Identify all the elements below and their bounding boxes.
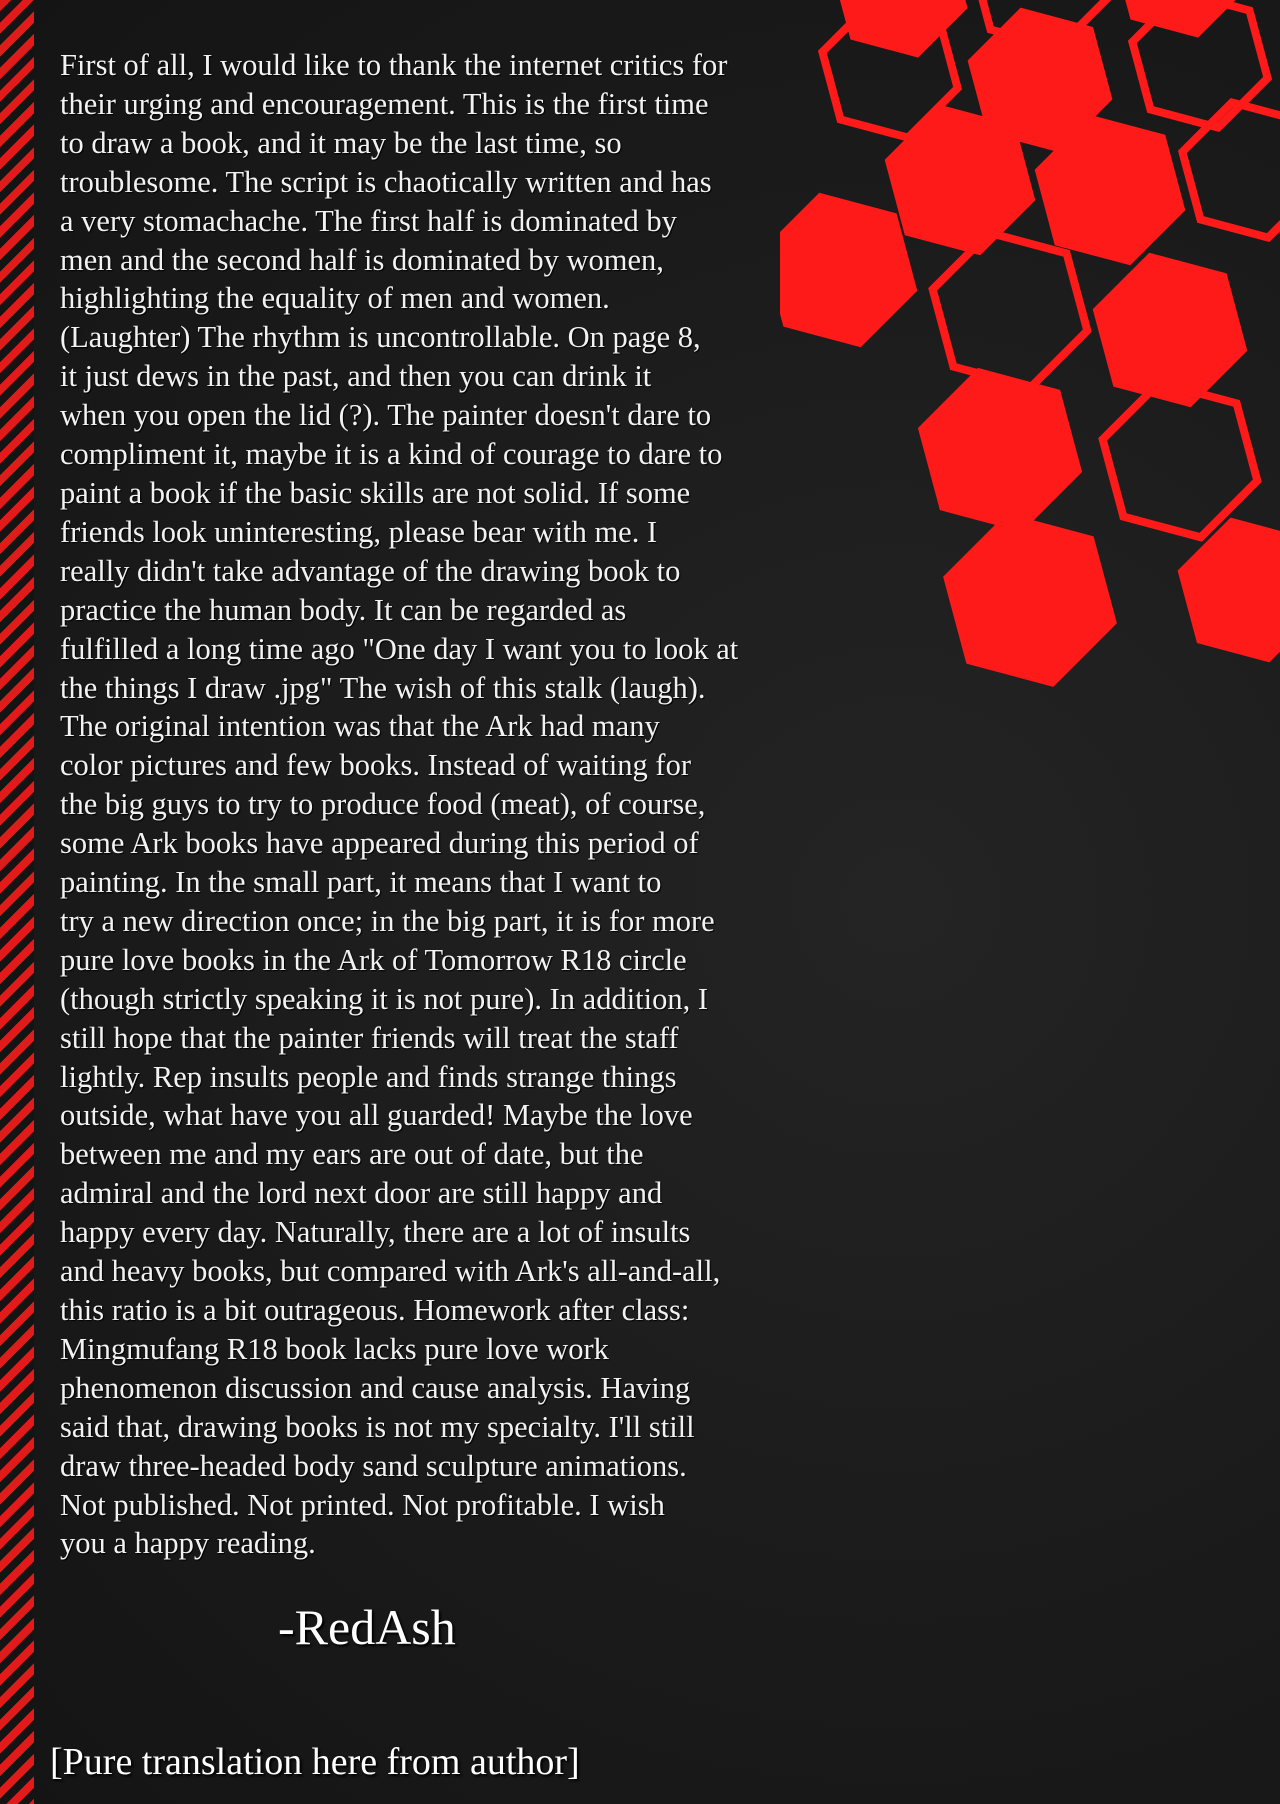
hexagon-outline [1103,383,1258,538]
afterword-line: lightly. Rep insults people and finds strange things [60,1059,677,1094]
afterword-line: the big guys to try to produce food (meat), of course, [60,787,706,822]
afterword-line: you a happy reading. [60,1526,316,1561]
afterword-line: still hope that the painter friends will treat the staff [60,1020,679,1055]
hexagon-filled [943,513,1117,687]
author-signature: -RedAsh [278,1599,456,1655]
afterword-line: paint a book if the basic skills are not solid. If some [60,475,691,510]
afterword-line: (Laughter) The rhythm is uncontrollable. On page 8, [60,320,701,355]
afterword-line: pure love books in the Ark of Tomorrow R18 circle [60,942,687,977]
afterword-line: phenomenon discussion and cause analysis. Having [60,1370,691,1405]
afterword-text [60,46,820,1563]
afterword-line: Mingmufang R18 book lacks pure love work [60,1331,609,1366]
afterword-line: really didn't take advantage of the drawing book to [60,553,681,588]
afterword-line: said that, drawing books is not my specialty. I'll still [60,1409,695,1444]
hexagon-filled [885,105,1036,256]
afterword-line: practice the human body. It can be regarded as [60,592,627,627]
afterword-line: and heavy books, but compared with Ark's all-and-all, [60,1254,721,1289]
afterword-line: color pictures and few books. Instead of waiting for [60,748,691,783]
afterword-line: it just dews in the past, and then you can drink it [60,359,652,394]
afterword-line: men and the second half is dominated by women, [60,242,664,277]
hexagon-outline [933,233,1088,388]
afterword-line: troublesome. The script is chaotically written and has [60,164,712,199]
afterword-line: to draw a book, and it may be the last time, so [60,125,622,160]
afterword-line: highlighting the equality of men and women. [60,281,610,316]
afterword-line: some Ark books have appeared during this period of [60,826,699,861]
translation-note: [Pure translation here from author] [50,1741,580,1783]
afterword-line: a very stomachache. The first half is dominated by [60,203,677,238]
afterword-line: fulfilled a long time ago "One day I want you to look at [60,631,739,666]
left-hazard-stripe [0,0,34,1804]
afterword-line: admiral and the lord next door are still happy and [60,1176,663,1211]
afterword-line: try a new direction once; in the big part, it is for more [60,903,715,938]
afterword-line: happy every day. Naturally, there are a lot of insults [60,1215,691,1250]
afterword-line: Not published. Not printed. Not profitable. I wish [60,1487,665,1522]
afterword-line: painting. In the small part, it means that I want to [60,865,662,900]
afterword-line: (though strictly speaking it is not pure). In addition, I [60,981,709,1016]
hexagon-decoration [780,0,1280,720]
afterword-line: this ratio is a bit outrageous. Homework after class: [60,1293,690,1327]
afterword-line: friends look uninteresting, please bear with me. I [60,514,658,549]
afterword-line: First of all, I would like to thank the internet critics for [60,48,728,82]
afterword-line: the things I draw .jpg" The wish of this stalk (laugh). [60,670,706,705]
afterword-line: The original intention was that the Ark had many [60,709,660,744]
afterword-line: draw three-headed body sand sculpture animations. [60,1448,687,1483]
hexagon-filled [918,368,1082,532]
afterword-line: between me and my ears are out of date, but the [60,1137,644,1172]
afterword-line: when you open the lid (?). The painter doesn't dare to [60,398,712,433]
afterword-line: outside, what have you all guarded! Maybe the love [60,1098,693,1133]
afterword-line: compliment it, maybe it is a kind of courage to dare to [60,437,723,472]
afterword-line: their urging and encouragement. This is the first time [60,86,709,121]
